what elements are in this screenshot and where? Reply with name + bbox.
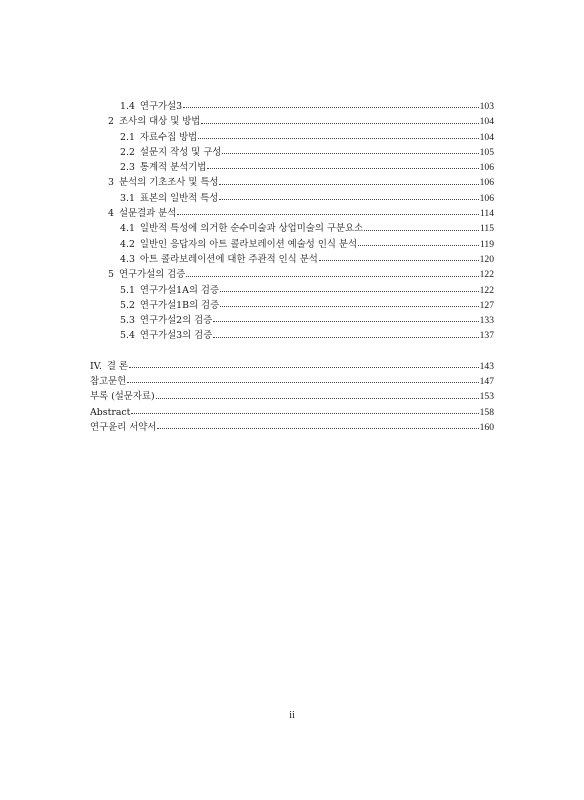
toc-entry[interactable]: [90, 252, 494, 267]
toc-dot-leader: [222, 152, 478, 154]
toc-entry[interactable]: [90, 420, 494, 435]
toc-entry-page: 160: [479, 421, 494, 433]
toc-dot-leader: [177, 213, 479, 215]
toc-entry-page: 158: [479, 406, 494, 418]
toc-entry[interactable]: [90, 175, 494, 190]
toc-entry-page: 133: [479, 315, 494, 327]
toc-dot-leader: [127, 381, 478, 383]
toc-entry-title: 연구가설1B의 검증: [139, 299, 220, 311]
toc-entry-number: 2.3: [120, 162, 135, 174]
toc-entry[interactable]: [90, 374, 494, 389]
toc-entry-number: IV.: [90, 360, 102, 372]
toc-entry[interactable]: [90, 130, 494, 145]
toc-entry-title: 아트 콜라보레이션에 대한 주관적 인식 분석: [139, 253, 318, 265]
toc-entry-title: 연구가설의 검증: [118, 269, 186, 281]
toc-entry-page: 143: [479, 360, 494, 372]
toc-entry-page: 122: [479, 284, 494, 296]
toc-entry-title: 조사의 대상 및 방법: [118, 116, 201, 128]
toc-entry-number: 5.1: [120, 284, 135, 296]
toc-entry-title: 설문결과 분석: [118, 208, 177, 220]
toc-entry-title: 연구가설3의 검증: [139, 330, 213, 342]
toc-dot-leader: [201, 122, 478, 124]
toc-dot-leader: [364, 229, 479, 231]
toc-entry[interactable]: [90, 145, 494, 160]
toc-entry-title: 결 론: [106, 360, 128, 372]
toc-entry[interactable]: [90, 237, 494, 252]
toc-entry[interactable]: [90, 389, 494, 404]
toc-entry-page: 127: [479, 299, 494, 311]
toc-dot-leader: [219, 198, 478, 200]
toc-dot-leader: [156, 397, 479, 399]
toc-entry[interactable]: [90, 206, 494, 221]
toc-entry-page: 119: [479, 238, 494, 250]
toc-entry-number: 3.1: [120, 192, 135, 204]
toc-spacer: [90, 344, 494, 359]
toc-entry-page: 137: [479, 330, 494, 342]
toc-entry-number: 4: [108, 208, 114, 220]
toc-dot-leader: [129, 366, 479, 368]
toc-entry[interactable]: [90, 267, 494, 282]
toc-entry[interactable]: [90, 298, 494, 313]
toc-entry-number: 3: [108, 177, 114, 189]
toc-entry[interactable]: [90, 99, 494, 114]
toc-entry-number: 5.4: [120, 330, 135, 342]
toc-entry-title: Abstract: [90, 406, 131, 418]
toc-entry-number: 4.1: [120, 223, 135, 235]
page-number: ii: [289, 710, 295, 721]
toc-entry-title: 참고문헌: [90, 376, 127, 388]
toc-entry-title: 부록 (설문자료): [90, 391, 155, 403]
toc-dot-leader: [358, 244, 479, 246]
toc-entry-title: 연구가설1A의 검증: [139, 284, 220, 296]
toc-entry[interactable]: [90, 160, 494, 175]
toc-entry-title: 연구가설2의 검증: [139, 315, 213, 327]
toc-entry[interactable]: [90, 359, 494, 374]
toc-entry[interactable]: [90, 313, 494, 328]
toc-section-subsections: [90, 99, 494, 344]
toc-entry[interactable]: [90, 221, 494, 236]
toc-entry[interactable]: [90, 328, 494, 343]
toc-entry-page: 106: [479, 177, 494, 189]
toc-entry-number: 1.4: [120, 101, 135, 112]
toc-entry-title: 일반적 특성에 의거한 순수미술과 상업미술의 구분요소: [139, 223, 364, 235]
toc-entry-title: 연구윤리 서약서: [90, 421, 157, 433]
toc-dot-leader: [220, 305, 478, 307]
toc-entry-title: 통계적 분석기법: [139, 162, 207, 174]
toc-entry-page: 106: [479, 192, 494, 204]
toc-dot-leader: [186, 275, 478, 277]
toc-entry-number: 2.2: [120, 146, 135, 158]
toc-dot-leader: [213, 320, 478, 322]
toc-dot-leader: [157, 427, 478, 429]
toc-entry-title: 연구가설3: [139, 101, 183, 112]
toc-entry-page: 115: [479, 223, 494, 235]
toc-dot-leader: [183, 106, 478, 108]
toc-entry-page: 122: [479, 269, 494, 281]
toc-dot-leader: [198, 137, 478, 139]
toc-entry-page: 153: [479, 391, 494, 403]
toc-dot-leader: [319, 259, 479, 261]
toc-entry-title: 분석의 기초조사 및 특성: [118, 177, 219, 189]
toc-section-chapters: [90, 359, 494, 435]
toc-entry-page: 106: [479, 162, 494, 174]
toc-entry[interactable]: [90, 405, 494, 420]
toc-entry-title: 자료수집 방법: [139, 131, 198, 143]
toc-entry-title: 표본의 일반적 특성: [139, 192, 219, 204]
toc-dot-leader: [213, 336, 478, 338]
toc-dot-leader: [219, 183, 478, 185]
toc-entry-title: 설문지 작성 및 구성: [139, 146, 222, 158]
toc-entry[interactable]: [90, 191, 494, 206]
toc-entry-number: 5.3: [120, 315, 135, 327]
toc-entry-number: 2: [108, 116, 114, 128]
toc-entry-page: 105: [479, 146, 494, 158]
toc-entry-page: 103: [479, 101, 494, 112]
toc-entry-number: 4.3: [120, 253, 135, 265]
toc-entry-page: 147: [479, 376, 494, 388]
table-of-contents: [90, 99, 494, 435]
toc-entry[interactable]: [90, 283, 494, 298]
toc-entry-page: 104: [479, 131, 494, 143]
toc-entry-number: 4.2: [120, 238, 135, 250]
toc-entry-number: 2.1: [120, 131, 135, 143]
toc-entry[interactable]: [90, 114, 494, 129]
toc-dot-leader: [220, 290, 479, 292]
toc-entry-number: 5: [108, 269, 114, 281]
toc-dot-leader: [131, 412, 478, 414]
toc-entry-page: 104: [479, 116, 494, 128]
toc-entry-page: 114: [479, 208, 494, 220]
toc-entry-title: 일반인 응답자의 아트 콜라보레이션 예술성 인식 분석: [139, 238, 358, 250]
toc-entry-page: 120: [479, 253, 494, 265]
toc-dot-leader: [207, 167, 478, 169]
toc-entry-number: 5.2: [120, 299, 135, 311]
